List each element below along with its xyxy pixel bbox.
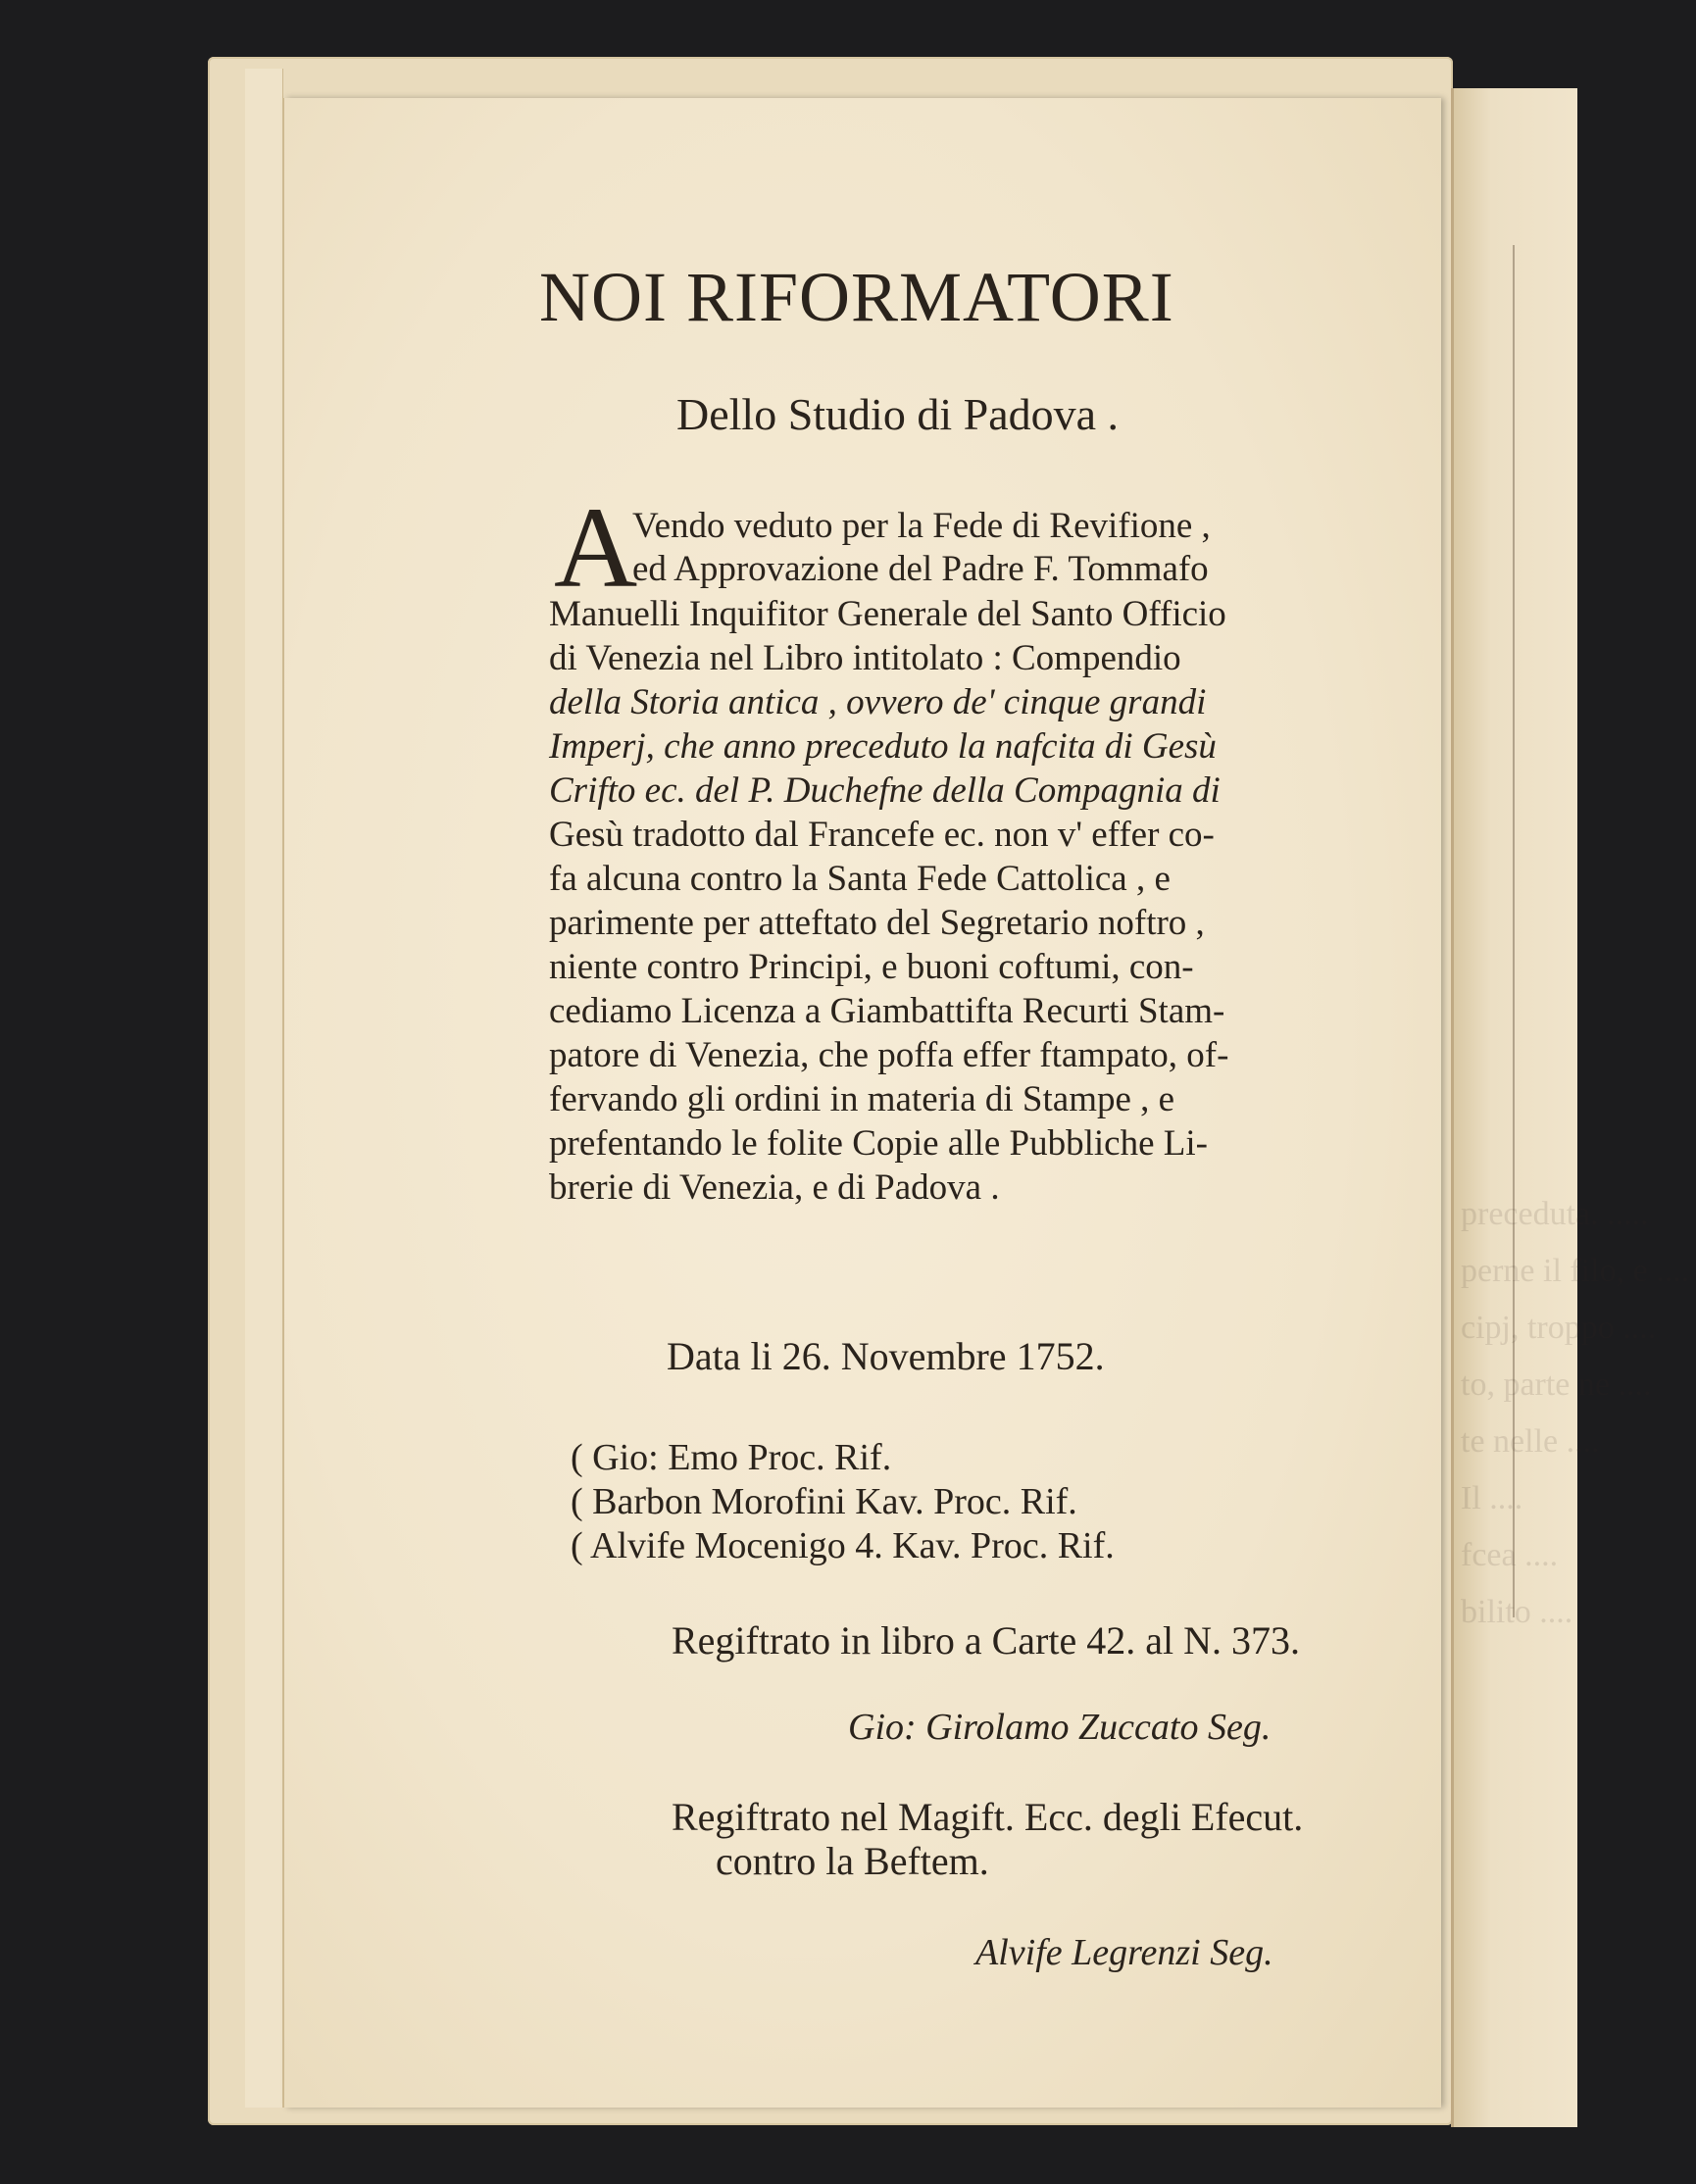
body-line: fa alcuna contro la Santa Fede Cattolica , e	[549, 859, 1171, 899]
body-line: della Storia antica , ovvero de' cinque grandi	[549, 682, 1207, 722]
page-title: NOI RIFORMATORI	[539, 258, 1174, 336]
body-line: patore di Venezia, che poffa effer ftampato, of-	[549, 1035, 1229, 1075]
secretary-signature: Gio: Girolamo Zuccato Seg.	[848, 1707, 1272, 1748]
body-line: prefentando le folite Copie alle Pubbliche Li-	[549, 1123, 1208, 1164]
body-line: brerie di Venezia, e di Padova .	[549, 1167, 1000, 1208]
signatory: ( Gio: Emo Proc. Rif.	[571, 1437, 892, 1478]
signatory: ( Barbon Morofini Kav. Proc. Rif.	[571, 1481, 1077, 1522]
body-line: fervando gli ordini in materia di Stampe , e	[549, 1079, 1175, 1119]
page-subtitle: Dello Studio di Padova .	[676, 389, 1120, 439]
registration-line: Regiftrato in libro a Carte 42. al N. 373.	[672, 1618, 1300, 1663]
body-line: di Venezia nel Libro intitolato : Compendio	[549, 638, 1181, 678]
date-line: Data li 26. Novembre 1752.	[667, 1334, 1105, 1378]
body-line: Imperj, che anno preceduto la nafcita di Gesù	[549, 726, 1217, 767]
body-line: parimente per atteftato del Segretario noftro ,	[549, 903, 1205, 943]
drop-capital: A	[554, 483, 638, 612]
body-line: Gesù tradotto dal Francefe ec. non v' effer co-	[549, 815, 1215, 855]
facing-page	[1451, 88, 1577, 2127]
registration-line: Regiftrato nel Magift. Ecc. degli Efecut.	[672, 1795, 1304, 1839]
body-line: Crifto ec. del P. Duchefne della Compagnia di	[549, 770, 1221, 811]
book-page	[284, 98, 1690, 2108]
signatory: ( Alvife Mocenigo 4. Kav. Proc. Rif.	[571, 1525, 1115, 1566]
secretary-signature: Alvife Legrenzi Seg.	[975, 1932, 1273, 1973]
body-line: Manuelli Inquifitor Generale del Santo Officio	[549, 594, 1226, 634]
body-line: niente contro Principi, e buoni coftumi, con-	[549, 947, 1194, 987]
body-line: ed Approvazione del Padre F. Tommafo	[632, 549, 1209, 589]
registration-line: contro la Beftem.	[716, 1839, 989, 1883]
body-line: Vendo veduto per la Fede di Revifione ,	[632, 506, 1211, 546]
show-through-text: preceduta. ..... perne il filo, e .... cipj, troppo .... to, parte ne .... te nelle .... Il .... fcea .... bilito ....	[1461, 1196, 1690, 1630]
body-line: cediamo Licenza a Giambattifta Recurti Stam-	[549, 991, 1225, 1031]
page-edge	[269, 69, 283, 2108]
